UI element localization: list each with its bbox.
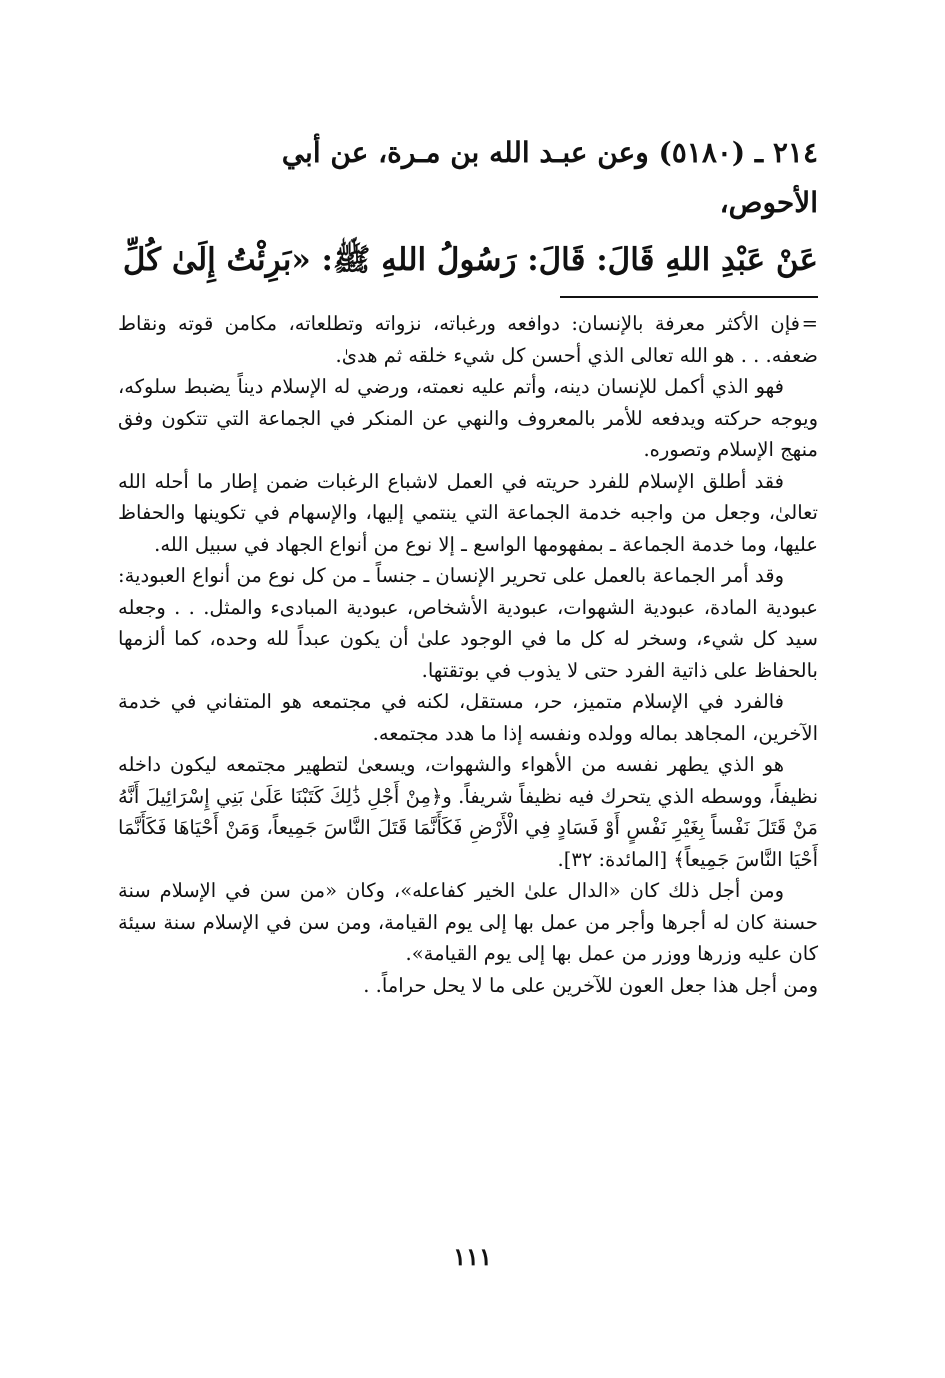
footnote-paragraph: ومن أجل هذا جعل العون للآخرين على ما لا يحل حراماً. . <box>363 973 818 997</box>
footnote-section <box>118 308 818 1001</box>
footnote-paragraph: ومن أجل ذلك كان «الدال علىٰ الخير كفاعله»، وكان «من سن في الإسلام سنة حسنة كان له أجرها وأجر من عمل بها إلى يوم القيامة، ومن سن في الإسلام سنة سيئة كان عليه وزرها ووزر من عمل بها إلى يوم القيامة». <box>118 879 818 965</box>
hadith-text: عَنْ عَبْدِ اللهِ قَالَ: قَالَ: رَسُولُ اللهِ ﷺ: «بَرِئْتُ إِلَىٰ كُلِّ <box>122 242 818 278</box>
footnote-paragraph: =فإن الأكثر معرفة بالإنسان: دوافعه ورغباته، نزواته وتطلعاته، مكامن قوته ونقاط ضعفه. . . هو الله تعالى الذي أحسن كل شيء خلقه ثم هدىٰ. <box>118 308 818 371</box>
footnote-paragraph: فالفرد في الإسلام متميز، حر، مستقل، لكنه في مجتمعه هو المتفاني في خدمة الآخرين، المجاهد بماله وولده ونفسه إذا ما هدد مجتمعه. <box>118 690 818 745</box>
hadith-heading-line1: ٢١٤ ـ (٥١٨٠) وعن عبـد الله بن مـرة، عن أبي <box>281 136 818 169</box>
hadith-heading <box>118 128 818 228</box>
page-number: ١١١ <box>453 1242 492 1271</box>
footnote-paragraph: فهو الذي أكمل للإنسان دينه، وأتم عليه نعمته، ورضي له الإسلام ديناً يضبط سلوكه، ويوجه حركته ويدفعه للأمر بالمعروف والنهي عن المنكر في الجماعة التي تتكون وفق منهج الإسلام وتصوره. <box>118 375 818 461</box>
footnote-paragraph: هو الذي يطهر نفسه من الأهواء والشهوات، ويسعىٰ لتطهير مجتمعه ليكون داخله نظيفاً، ووسطه الذي يتحرك فيه نظيفاً شريفاً. و﴿مِنْ أَجْلِ ذَٰلِكَ كَتَبْنَا عَلَىٰ بَنِي إِسْرَائِيلَ أَنَّهُ مَنْ قَتَلَ نَفْساً بِغَيْرِ نَفْسٍ أَوْ فَسَادٍ فِي الْأَرْضِ فَكَأَنَّمَا قَتَلَ النَّاسَ جَمِيعاً، وَمَنْ أَحْيَاهَا فَكَأَنَّمَا أَحْيَا النَّاسَ جَمِيعاً﴾ [المائدة: ٣٢]. <box>118 753 818 871</box>
footnote-continuation-mark: = <box>801 312 818 335</box>
hadith-heading-line2: الأحوص، <box>719 186 818 219</box>
book-page <box>118 128 818 1268</box>
footnote-divider <box>560 296 818 298</box>
footnote-paragraph: وقد أمر الجماعة بالعمل على تحرير الإنسان ـ جنساً ـ من كل نوع من أنواع العبودية: عبودية المادة، عبودية الشهوات، عبودية الأشخاص، عبودية المبادىء والمثل. . . وجعله سيد كل شيء، وسخر له كل ما في الوجود علىٰ أن يكون عبداً لله وحده، كما ألزمها بالحفاظ على ذاتية الفرد حتى لا يذوب في بوتقتها. <box>118 564 819 682</box>
footnote-paragraph: فقد أطلق الإسلام للفرد حريته في العمل لاشباع الرغبات ضمن إطار ما أحله الله تعالىٰ، وجعل من واجبه خدمة الجماعة التي ينتمي إليها، والإسهام في تكوينها والحفاظ عليها، وما خدمة الجماعة ـ بمفهومها الواسع ـ إلا نوع من أنواع الجهاد في سبيل الله. <box>118 469 818 556</box>
